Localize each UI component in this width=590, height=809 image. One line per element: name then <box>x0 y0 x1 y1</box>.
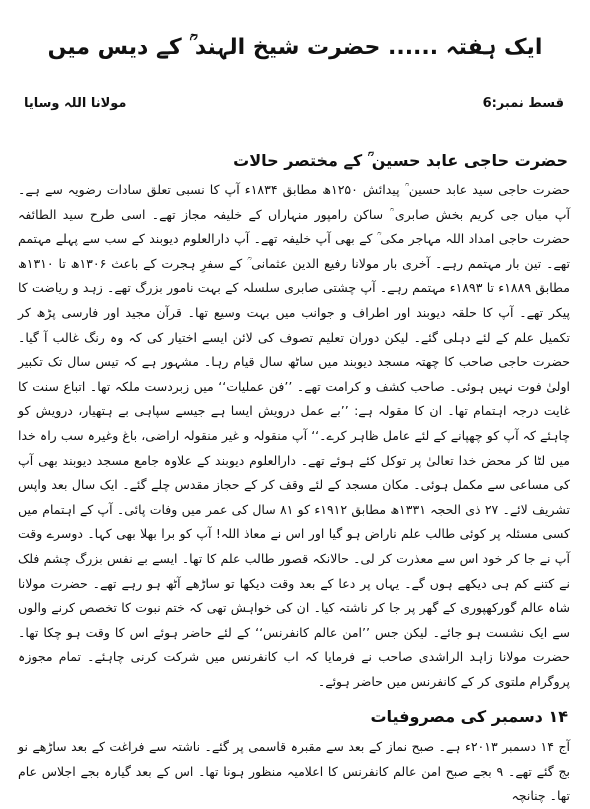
installment-number: قسط نمبر:6 <box>482 96 564 111</box>
section-body: حضرت حاجی سید عابد حسین ؒ پیدائش ۱۲۵۰ھ مطابق ۱۸۳۴ء آپ کا نسبی تعلق سادات رضویہ سے ہے۔ آپ میاں جی کریم بخش صابری ؒ ساکن رامپور منہاراں کے خلیفہ مجاز تھے۔ اسی طرح سید الطائفہ حضرت حاجی امداد اللہ مہاجر مکی ؒ کے بھی آپ خلیفہ تھے۔ آپ دارالعلوم دیوبند کے سب سے پہلے مہتمم تھے۔ تین بار مہتمم رہے۔ آخری بار مولانا رفیع الدین عثمانی ؒ کے سفرِ ہجرت کے باعث ۱۳۰۶ھ تا ۱۳۱۰ھ مطابق ۱۸۸۹ء تا ۱۸۹۳ء مہتمم رہے۔ آپ چشتی صابری سلسلہ کے بہت نامور بزرگ تھے۔ زہد و ریاضت کا پیکر تھے۔ آپ کا حلقہ دیوبند اور اطراف و جوانب میں بہت وسیع تھا۔ قرآن مجید اور فارسی پڑھ کر تکمیل علم کے لئے دہلی گئے۔ لیکن دوران تعلیم تصوف کی لائن ایسے اختیار کی کہ وہ رنگ غالب آ گیا۔ حضرت حاجی صاحب کا چھتہ مسجد دیوبند میں ساٹھ سال قیام رہا۔ مشہور ہے کہ تیس سال تک تکبیر اولیٰ فوت نہیں ہوئی۔ صاحب کشف و کرامت تھے۔ ’’فن عملیات‘‘ میں زبردست ملکہ تھا۔ اتباع سنت کا غایت درجہ اہتمام تھا۔ ان کا مقولہ ہے: ’’بے عمل درویش ایسا ہے جیسے سپاہی بے ہتھیار، درویش کو چاہئے کہ آپ کو چھپانے کے لئے عامل ظاہر کرے۔‘‘ آپ منقولہ و غیر منقولہ اراضی، باغ وغیرہ سب راہ خدا میں لٹا کر محض خدا تعالیٰ پر توکل کئے ہوئے تھے۔ دارالعلوم دیوبند کے علاوہ جامع مسجد دیوبند بھی آپ کی مساعی سے مکمل ہوئی۔ مکان مسجد کے لئے وقف کر کے حجاز مقدس چلے گئے۔ ایک سال بعد واپس تشریف لائے۔ ۲۷ ذی الحجہ ۱۳۳۱ھ مطابق ۱۹۱۲ء کو ۸۱ سال کی عمر میں وفات پائی۔ آپ کے اہتمام میں کسی مسئلہ پر کوئی طالب علم ناراض ہو گیا اور اس نے معاذ اللہ! آپ کو برا بھلا بھی کہا۔ دوسرے وقت آپ نے جا کر خود اس سے معذرت کر لی۔ حالانکہ قصور طالب علم کا تھا۔ ایسے بے نفس بزرگ چشم فلک نے کتنے کم ہی دیکھے ہوں گے۔ یہاں پر دعا کے بعد وقت دیکھا تو ساڑھے آٹھ ہو رہے تھے۔ حضرت مولانا شاہ عالم گورکھپوری کے گھر پر جا کر ناشتہ کیا۔ ان کی خواہش تھی کہ ختم نبوت کا تخصص کرنے والوں سے ایک نشست ہو جائے۔ لیکن جس ’’امن عالم کانفرنس‘‘ کے لئے حاضر ہوئے اس کا وقت ہو چکا تھا۔ حضرت مولانا زاہد الراشدی صاحب نے فرمایا کہ اب کانفرنس میں شرکت کرنی چاہئے۔ تمام مجوزہ پروگرام ملتوی کر کے کانفرنس میں حاضر ہوئے۔ <box>18 182 571 689</box>
article-meta <box>24 96 564 120</box>
article-title: ایک ہفتہ ...... حضرت شیخ الہند ؒ کے دیس میں <box>47 35 543 60</box>
section-heading: حضرت حاجی عابد حسین ؒ کے مختصر حالات <box>233 151 568 170</box>
section-body: آج ۱۴ دسمبر ۲۰۱۳ء ہے۔ صبح نماز کے بعد سے مقبرہ قاسمی پر گئے۔ ناشتہ سے فراغت کے بعد ساڑھے نو بج گئے تھے۔ ۹ بجے صبح امن عالم کانفرنس کا اعلامیہ منظور ہونا تھا۔ اس کے بعد گیارہ بجے اجلاس عام تھا۔ چنانچہ <box>18 739 570 804</box>
section-heading: ۱۴ دسمبر کی مصروفیات <box>370 707 568 726</box>
author-name: مولانا اللہ وسایا <box>24 96 127 111</box>
